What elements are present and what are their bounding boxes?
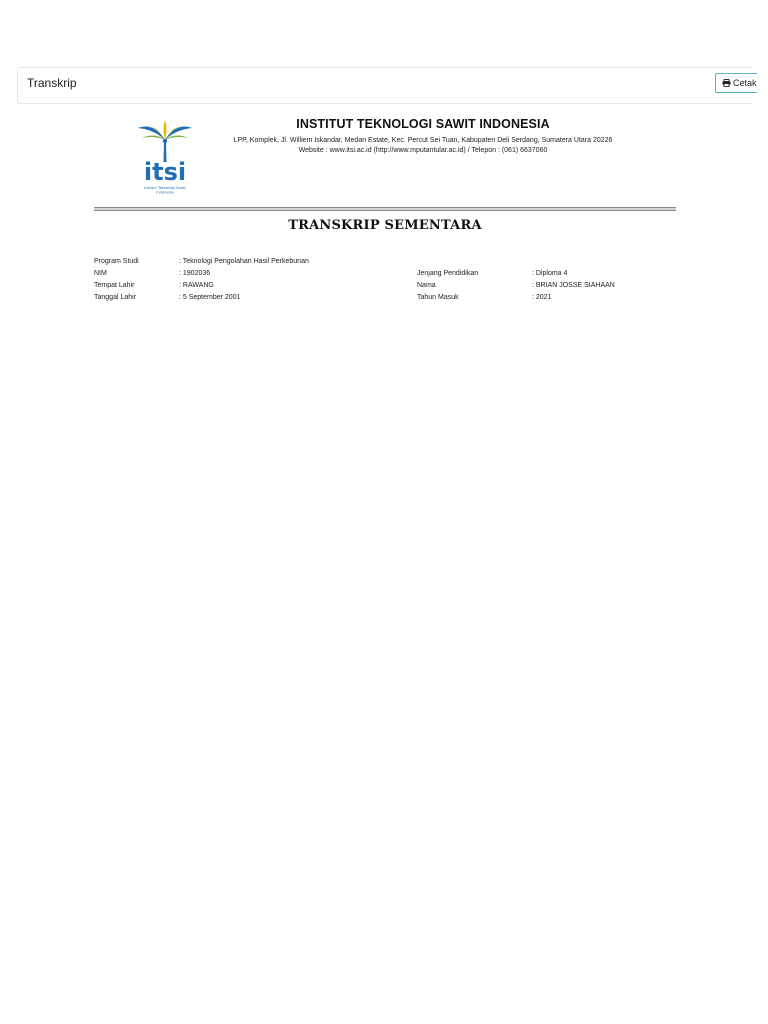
nim-label: NIM [94, 270, 107, 277]
name-label: Nama [417, 282, 436, 289]
document-title: TRANSKRIP SEMENTARA [288, 218, 482, 233]
birthplace-value: : RAWANG [179, 282, 214, 289]
birthdate-value: : 5 September 2001 [179, 294, 241, 301]
birthplace-label: Tempat Lahir [94, 282, 135, 289]
program-label: Program Studi [94, 258, 139, 265]
card-title: Transkrip [27, 76, 77, 90]
entry-year-value: : 2021 [532, 294, 552, 301]
institution-address: LPP, Komplek, Jl. Williem Iskandar, Medan Estate, Kec. Percut Sei Tuan, Kabupaten Deli Serdang, Sumatera Utara 20226 [233, 137, 613, 144]
entry-year-label: Tahun Masuk [417, 294, 459, 301]
logo-tagline-1: Institut Teknologi Sawit [144, 186, 186, 190]
nim-value: : 1902036 [179, 270, 211, 277]
print-button[interactable] [715, 73, 757, 93]
transkrip-card [17, 67, 757, 104]
logo-tagline-2: Indonesia [156, 190, 174, 195]
name-value: : BRIAN JOSSE SIAHAAN [532, 282, 615, 289]
header-divider [94, 207, 676, 211]
program-value: : Teknologi Pengolahan Hasil Perkebunan [179, 258, 309, 265]
printer-icon [722, 79, 731, 87]
palm-tree-logo [130, 118, 200, 198]
institution-name: INSTITUT TEKNOLOGI SAWIT INDONESIA [296, 117, 550, 131]
print-button-label: Cetak [733, 78, 757, 88]
logo-wordmark: itsi [143, 158, 187, 186]
level-value: : Diploma 4 [532, 270, 568, 277]
birthdate-label: Tanggal Lahir [94, 294, 137, 301]
level-label: Jenjang Pendidikan [417, 270, 479, 277]
institution-website: Website : www.itsi.ac.id (http://www.mputantular.ac.id) / Telepon : (061) 6637060 [298, 147, 548, 154]
